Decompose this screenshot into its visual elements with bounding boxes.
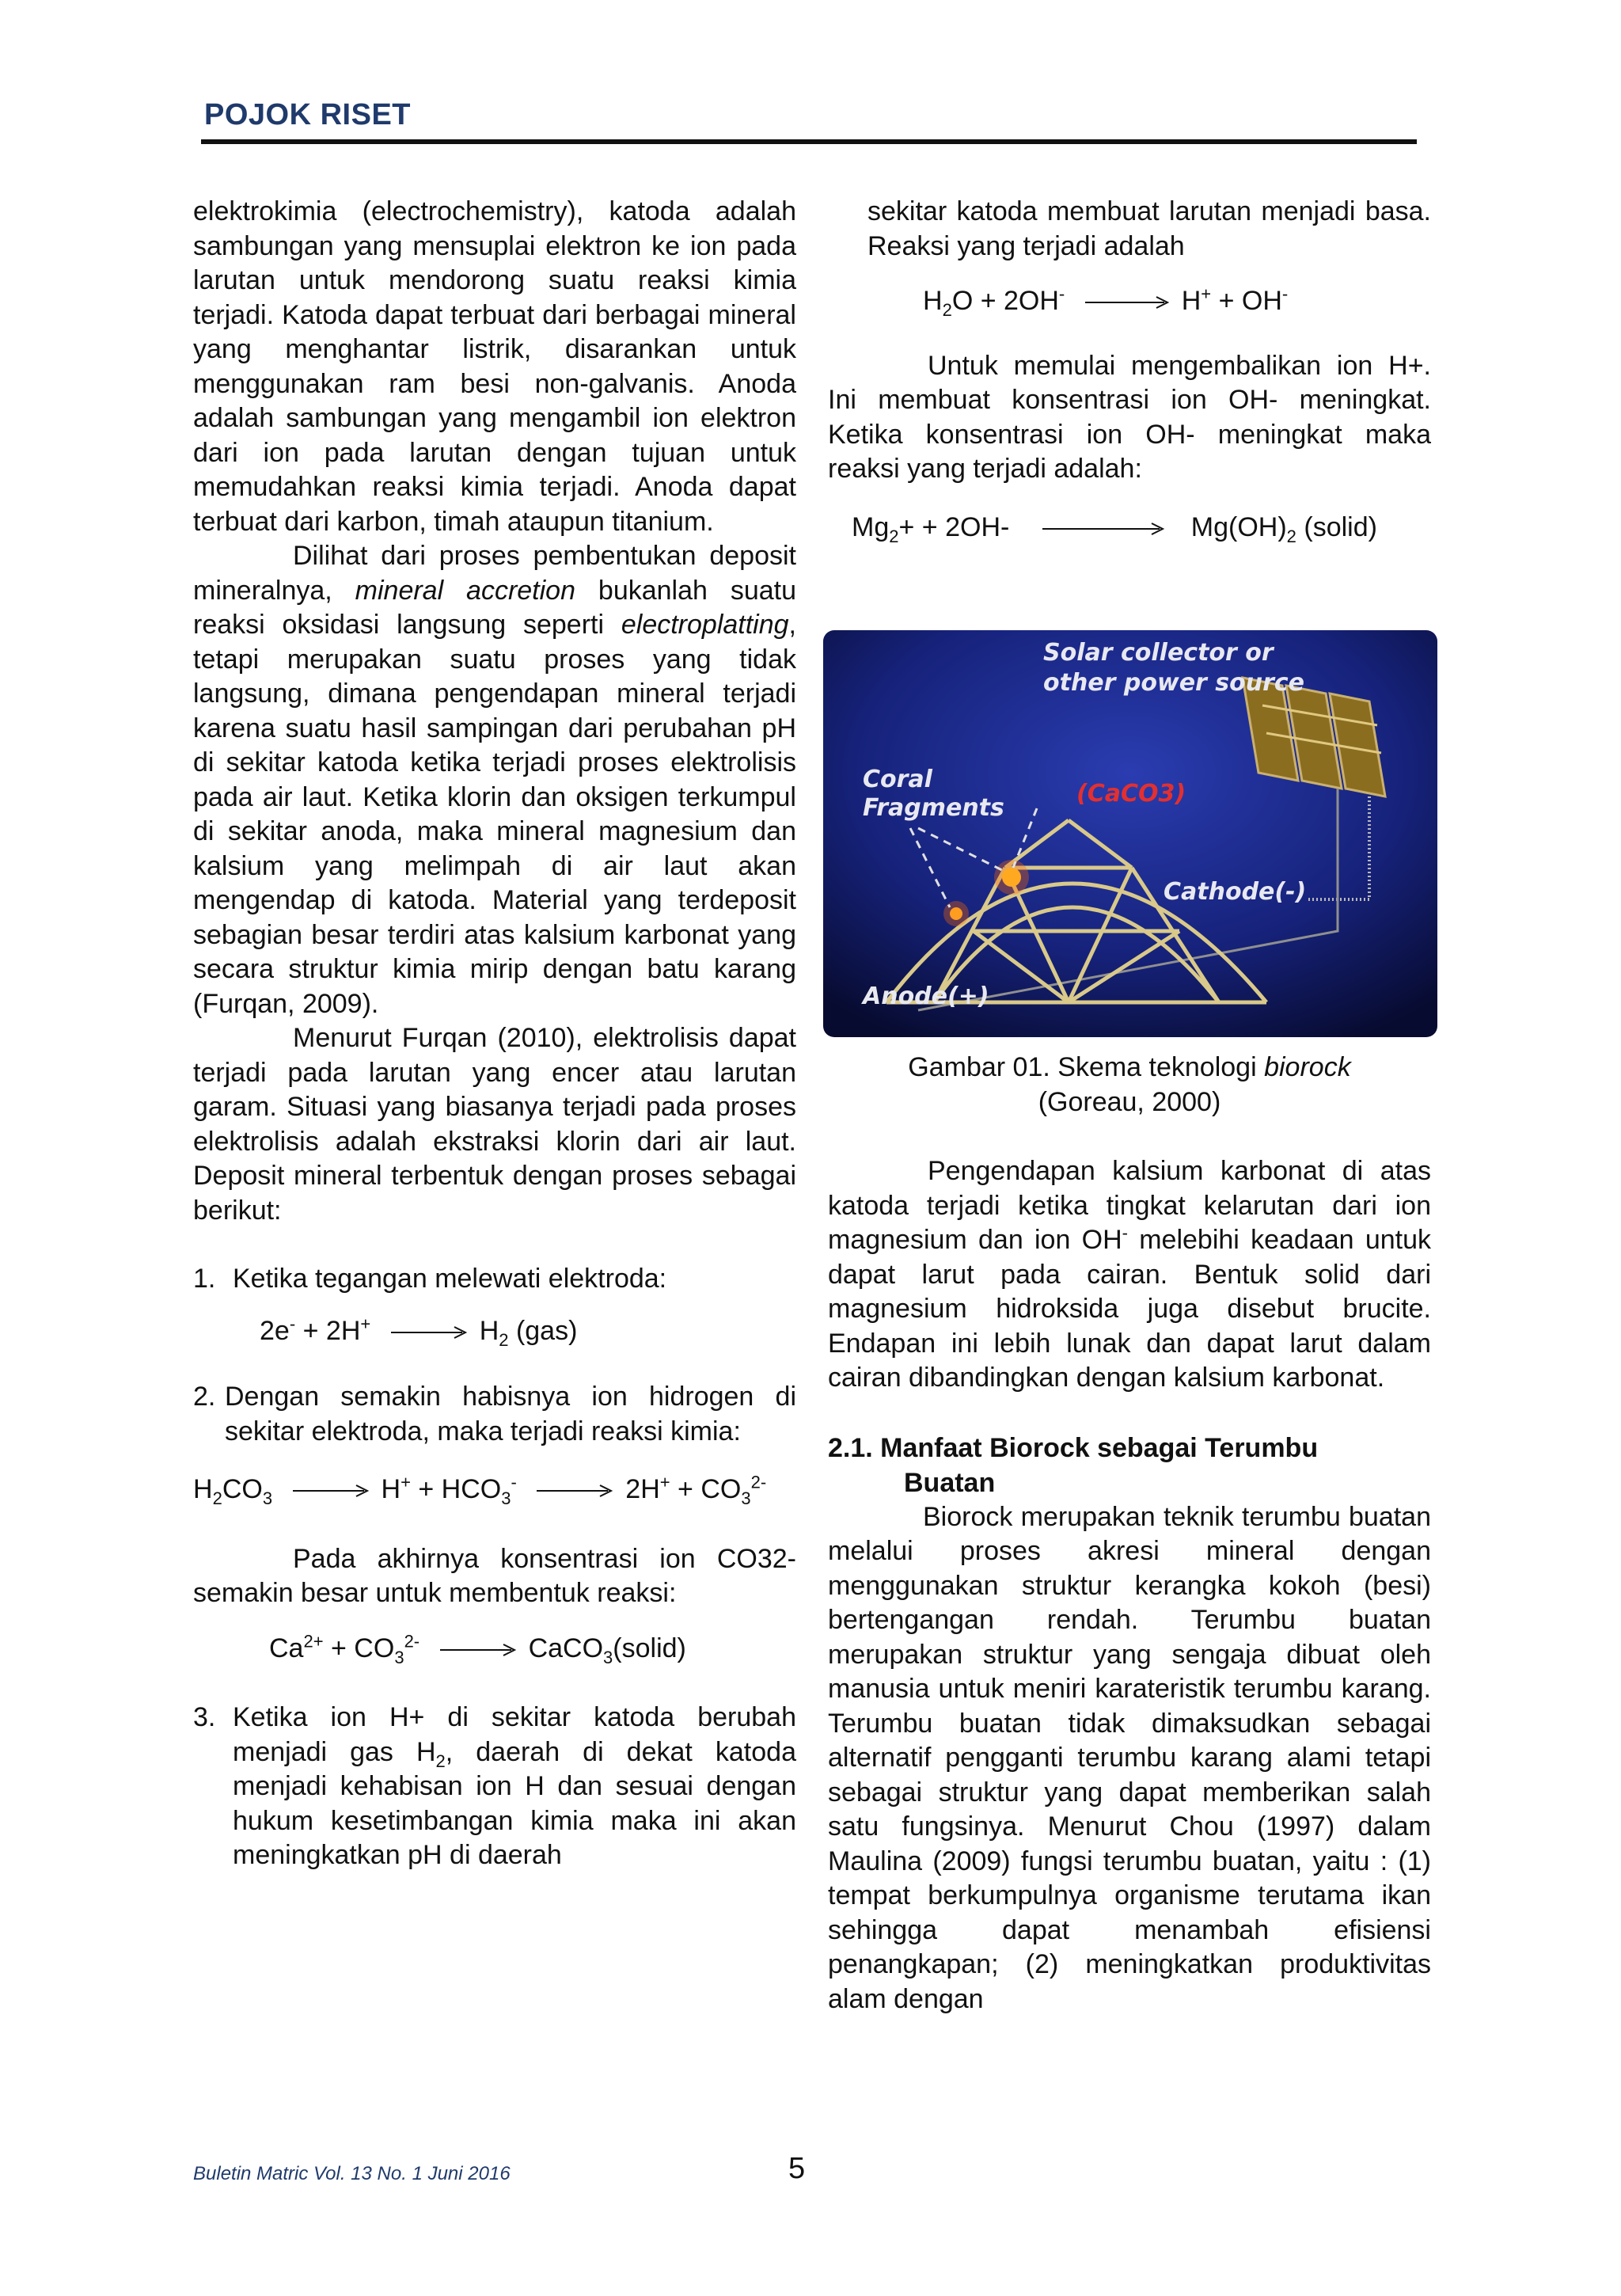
reaction-arrow-icon xyxy=(1084,295,1171,310)
section-title-cont: Buatan xyxy=(904,1467,996,1498)
equation-2: $H_2CO_3$ $H^+ + HCO_3^-$ $2H^+ + CO_3^{2-}$ xyxy=(193,1472,767,1508)
label-anode: Anode(+) xyxy=(863,983,989,1010)
list-number: 3. xyxy=(193,1702,216,1732)
paragraph: Menurut Furqan (2010), elektrolisis dapat terjadi pada larutan yang encer atau larutan garam. Situasi yang biasanya terjadi pada proses elektrolisis adalah ekstraksi klorin dari air laut. Deposit mineral terbentuk dengan proses sebagai berikut: xyxy=(193,1023,796,1226)
figure-caption: Gambar 01. Skema teknologi biorock xyxy=(908,1052,1351,1082)
journal-footer: Buletin Matric Vol. 13 No. 1 Juni 2016 xyxy=(193,2163,511,2184)
equation-1: 2e- + 2H+ $H_2$ (gas) xyxy=(260,1313,578,1350)
text-run: , tetapi merupakan suatu proses yang tidak langsung, dimana pengendapan mineral terjadi karena suatu hasil sampingan dari perubahan pH di sekitar katoda ketika terjadi proses elektrolisis pada air laut. Ketika klorin dan oksigen terkumpul di sekitar anoda, maka mineral magnesium dan kalsium yang melimpah di air laut akan mengendap di katoda. Material yang terdeposit sebagian besar terdiri atas kalsium karbonat yang secara struktur kimia mirip dengan batu karang (Furqan, 2009). xyxy=(193,610,796,1019)
label-coral-2: Fragments xyxy=(863,794,1004,822)
reaction-arrow-icon xyxy=(535,1483,614,1499)
paragraph: Pengendapan kalsium karbonat di atas katoda terjadi ketika tingkat kelarutan dari ion magnesium dan ion OH- melebihi keadaan untuk dapat larut pada cairan. Bentuk solid dari magnesium hidroksida juga disebut brucite. Endapan ini lebih lunak dan dapat larut dalam cairan dibandingkan dengan kalsium karbonat. xyxy=(828,1156,1432,1393)
label-coral: Coral xyxy=(863,766,932,793)
biorock-schematic-figure xyxy=(823,630,1437,1037)
reaction-arrow-icon xyxy=(438,1642,518,1658)
text-run: Dilihat dari proses pembentukan deposit mineralnya, xyxy=(193,541,796,606)
paragraph: Biorock merupakan teknik terumbu buatan melalui proses akresi mineral dengan menggunakan struktur kerangka kokoh (besi) bertengangan rendah. Terumbu buatan merupakan struktur yang sengaja dibuat oleh manusia untuk meniri karateristik terumbu karang. Terumbu buatan tidak dimaksudkan sebagai alternatif pengganti terumbu karang alami tetapi sebagai struktur yang dapat memberikan salah satu fungsinya. Menurut Chou (1997) dalam Maulina (2009) fungsi terumbu buatan, yaitu : (1) tempat berkumpulnya organisme terutama ikan sehingga dapat menambah efisiensi penangkapan; (2) meningkatkan produktivitas alam dengan xyxy=(828,1501,1431,2014)
text-italic: electroplatting xyxy=(621,610,789,640)
equation-5: $Mg_2+ + 2OH-$ $Mg(OH)_2$ (solid) xyxy=(852,511,1377,546)
page-number: 5 xyxy=(788,2152,806,2185)
list-text: Ketika tegangan melewati elektroda: xyxy=(233,1264,667,1294)
reaction-arrow-icon xyxy=(291,1483,370,1499)
list-item xyxy=(193,1380,796,1449)
label-caco3: (CaCO3) xyxy=(1076,780,1186,808)
equation-3: $Ca^{2+} + CO_3^{2-}$ CaCO$_3$(solid) xyxy=(269,1631,686,1667)
left-column xyxy=(193,195,796,1873)
list-item xyxy=(193,1262,796,1297)
text-italic: mineral accretion xyxy=(355,575,575,606)
section-title: 2.1. Manfaat Biorock sebagai Terumbu xyxy=(828,1432,1319,1463)
list-number: 2. xyxy=(193,1382,216,1412)
list-text: Dengan semakin habisnya ion hidrogen di sekitar elektroda, maka terjadi reaksi kimia: xyxy=(225,1382,796,1446)
paragraph: elektrokimia (electrochemistry), katoda adalah sambungan yang mensuplai elektron ke ion pada larutan untuk mendorong suatu reaksi kimia terjadi. Katoda dapat terbuat dari berbagai mineral yang menghantar listrik, disarankan untuk menggunakan ram besi non-galvanis. Anoda adalah sambungan yang mengambil ion elektron dari ion pada larutan dengan tujuan untuk memudahkan reaksi kimia terjadi. Anoda dapat terbuat dari karbon, timah ataupun titanium. xyxy=(193,196,796,537)
label-cathode: Cathode(-) xyxy=(1164,878,1307,906)
section-header: POJOK RISET xyxy=(204,98,411,131)
right-column xyxy=(828,195,1431,545)
list-number: 1. xyxy=(193,1264,216,1294)
paragraph: sekitar katoda membuat larutan menjadi basa. Reaksi yang terjadi adalah xyxy=(867,196,1431,261)
paragraph: Pada akhirnya konsentrasi ion CO32- semakin besar untuk membentuk reaksi: xyxy=(193,1543,796,1608)
reaction-arrow-icon xyxy=(1041,521,1167,537)
figure-caption-source: (Goreau, 2000) xyxy=(1038,1087,1221,1117)
reaction-arrow-icon xyxy=(389,1325,469,1340)
list-text: Ketika ion H+ di sekitar katoda berubah menjadi gas $H_2$, daerah di dekat katoda menjadi kehabisan ion H dan sesuai dengan hukum kesetimbangan kimia maka ini akan meningkatkan pH di daerah xyxy=(233,1702,796,1870)
text-run: bukanlah suatu reaksi oksidasi langsung seperti xyxy=(193,575,796,640)
equation-4: $H_2O + 2OH^-$ H+ + OH- xyxy=(923,283,1289,320)
list-item xyxy=(193,1701,796,1873)
header-divider xyxy=(201,139,1417,144)
right-column-lower xyxy=(828,1050,1431,2017)
paragraph: Untuk memulai mengembalikan ion H+. Ini membuat konsentrasi ion OH- meningkat. Ketika konsentrasi ion OH- meningkat maka reaksi yang terjadi adalah: xyxy=(828,350,1431,484)
label-solar-2: other power source xyxy=(1043,669,1305,697)
label-solar: Solar collector or xyxy=(1043,639,1274,667)
paragraph xyxy=(193,539,796,1021)
biorock-diagram xyxy=(823,630,1437,1037)
